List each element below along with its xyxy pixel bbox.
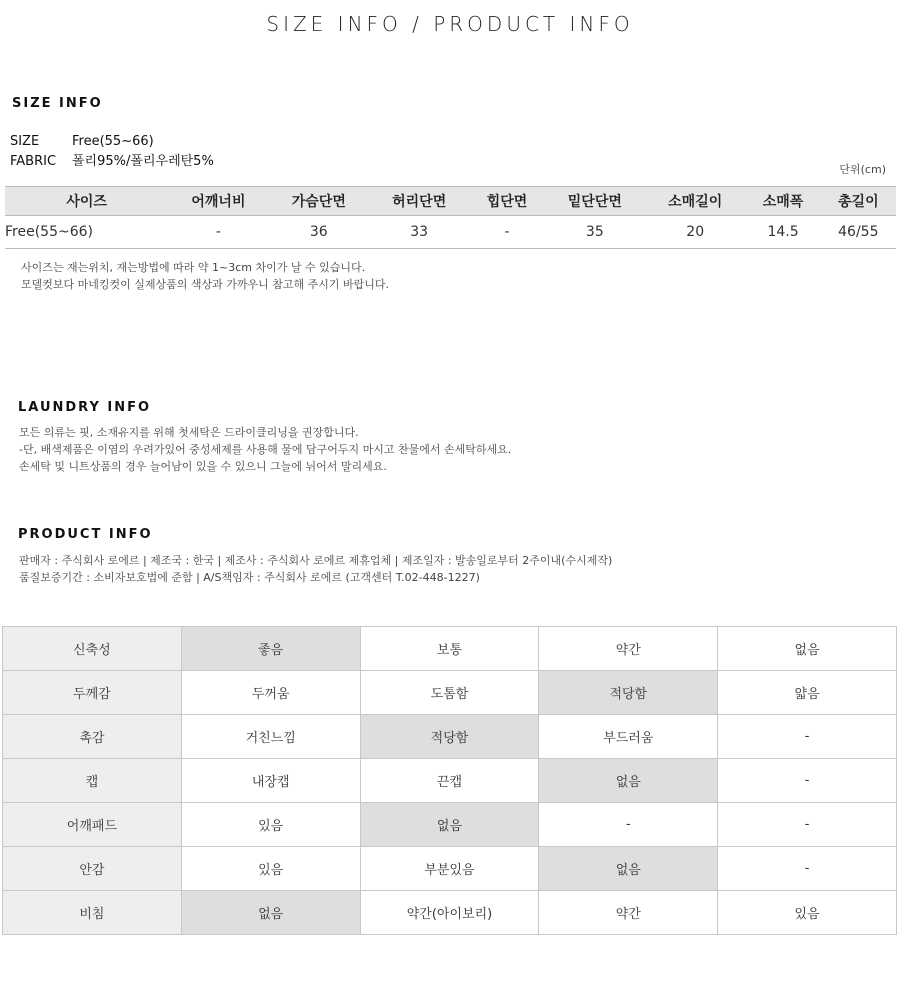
- attribute-label: 두께감: [3, 671, 182, 715]
- attribute-option-selected: 없음: [539, 847, 718, 891]
- size-notes: [21, 259, 389, 293]
- size-cell: 33: [369, 216, 469, 249]
- table-row: [5, 216, 896, 249]
- laundry-line: -단, 배색제품은 이염의 우려가있어 중성세제를 사용해 물에 담구어두지 마시고 찬물에서 손세탁하세요.: [19, 443, 512, 456]
- attribute-option: 두꺼움: [181, 671, 360, 715]
- size-column-header: 허리단면: [369, 187, 469, 216]
- attribute-row: [3, 803, 897, 847]
- product-info-heading: PRODUCT INFO: [18, 527, 153, 542]
- attribute-option-selected: 없음: [360, 803, 539, 847]
- attribute-row: [3, 891, 897, 935]
- size-cell: -: [469, 216, 544, 249]
- attribute-option: 거친느낌: [181, 715, 360, 759]
- attribute-option: -: [718, 803, 897, 847]
- attribute-label: 캡: [3, 759, 182, 803]
- size-column-header: 소매폭: [745, 187, 820, 216]
- size-column-header: 총길이: [821, 187, 896, 216]
- size-column-header: 힙단면: [469, 187, 544, 216]
- page-title: SIZE INFO / PRODUCT INFO: [266, 12, 634, 36]
- size-table: [5, 186, 896, 249]
- attribute-option: -: [718, 759, 897, 803]
- product-info-line: 판매자 : 주식회사 로에르 | 제조국 : 한국 | 제조사 : 주식회사 로에르 제휴업체 | 제조일자 : 발송일로부터 2주이내(수시제작): [19, 554, 613, 567]
- attribute-option: 약간: [539, 891, 718, 935]
- attribute-row: [3, 715, 897, 759]
- attribute-option-selected: 없음: [539, 759, 718, 803]
- size-key: SIZE: [10, 134, 40, 149]
- attribute-option: -: [718, 715, 897, 759]
- attribute-option: 없음: [718, 627, 897, 671]
- size-table-header: [5, 187, 896, 216]
- fabric-spec: [10, 150, 214, 169]
- attribute-option: 도톰함: [360, 671, 539, 715]
- fabric-key: FABRIC: [10, 154, 57, 169]
- attribute-option-selected: 적당함: [360, 715, 539, 759]
- product-info-text: [19, 552, 612, 586]
- attribute-option: -: [539, 803, 718, 847]
- attribute-option: 부분있음: [360, 847, 539, 891]
- laundry-info-text: [19, 424, 511, 475]
- attribute-option-selected: 적당함: [539, 671, 718, 715]
- attribute-option: 내장캡: [181, 759, 360, 803]
- attribute-label: 어깨패드: [3, 803, 182, 847]
- laundry-line: 모든 의류는 핏, 소재유지를 위해 첫세탁은 드라이클리닝을 권장합니다.: [19, 426, 359, 439]
- laundry-info-heading: LAUNDRY INFO: [18, 400, 152, 415]
- attribute-row: [3, 847, 897, 891]
- size-spec: [10, 134, 154, 149]
- size-column-header: 소매길이: [645, 187, 745, 216]
- size-info-heading: SIZE INFO: [12, 96, 103, 111]
- attribute-option-selected: 좋음: [181, 627, 360, 671]
- size-note-line: 사이즈는 재는위치, 재는방법에 따라 약 1~3cm 차이가 날 수 있습니다.: [21, 261, 366, 274]
- size-cell: 35: [545, 216, 645, 249]
- attribute-option: 얇음: [718, 671, 897, 715]
- attribute-label: 촉감: [3, 715, 182, 759]
- fabric-attribute-table: [2, 626, 897, 935]
- laundry-line: 손세탁 및 니트상품의 경우 늘어남이 있을 수 있으니 그늘에 뉘어서 말리세요.: [19, 460, 387, 473]
- attribute-option: 끈캡: [360, 759, 539, 803]
- size-cell: Free(55~66): [5, 216, 168, 249]
- attribute-option: 있음: [718, 891, 897, 935]
- product-info-line: 품질보증기간 : 소비자보호법에 준함 | A/S책임자 : 주식회사 로에르 (고객센터 T.02-448-1227): [19, 571, 480, 584]
- size-cell: 20: [645, 216, 745, 249]
- size-cell: -: [168, 216, 268, 249]
- size-cell: 46/55: [821, 216, 896, 249]
- attribute-option: 약간: [539, 627, 718, 671]
- attribute-row: [3, 759, 897, 803]
- attribute-option: -: [718, 847, 897, 891]
- attribute-label: 신축성: [3, 627, 182, 671]
- attribute-label: 안감: [3, 847, 182, 891]
- size-column-header: 사이즈: [5, 187, 168, 216]
- attribute-option: 약간(아이보리): [360, 891, 539, 935]
- attribute-option: 부드러움: [539, 715, 718, 759]
- size-cell: 36: [269, 216, 369, 249]
- size-note-line: 모델컷보다 마네킹컷이 실제상품의 색상과 가까우니 참고해 주시기 바랍니다.: [21, 278, 390, 291]
- size-column-header: 가슴단면: [269, 187, 369, 216]
- attribute-row: [3, 671, 897, 715]
- size-table-body: [5, 216, 896, 249]
- size-column-header: 어깨너비: [168, 187, 268, 216]
- size-value: Free(55~66): [72, 134, 154, 149]
- attribute-label: 비침: [3, 891, 182, 935]
- attribute-option-selected: 없음: [181, 891, 360, 935]
- attribute-option: 보통: [360, 627, 539, 671]
- fabric-value: 폴리95%/폴리우레탄5%: [72, 154, 214, 169]
- unit-label: 단위(cm): [839, 163, 886, 176]
- attribute-row: [3, 627, 897, 671]
- attribute-option: 있음: [181, 847, 360, 891]
- size-column-header: 밑단단면: [545, 187, 645, 216]
- size-cell: 14.5: [745, 216, 820, 249]
- attribute-option: 있음: [181, 803, 360, 847]
